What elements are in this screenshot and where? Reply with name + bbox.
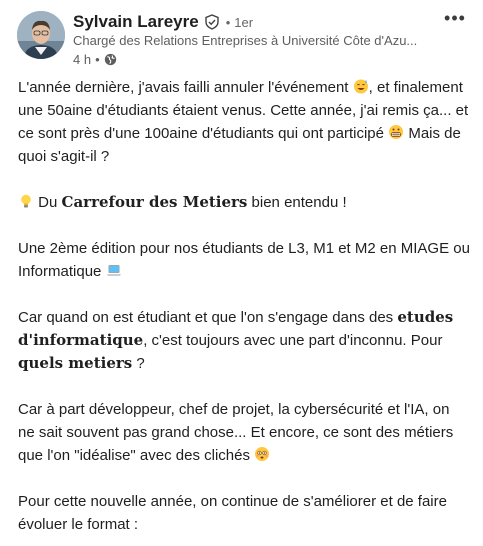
laptop-emoji-icon [106,262,122,278]
more-options-button[interactable] [442,8,468,28]
separator-dot: • [225,14,231,30]
paragraph-6: Pour cette nouvelle année, on continue de s'améliorer et de faire évoluer le format : [18,493,447,533]
post-meta [73,51,117,67]
text-span: Une 2ème édition pour nos étudiants de L3, M1 et M2 en MIAGE ou Informatique [18,240,470,280]
paragraph-2 [18,191,470,214]
author-avatar[interactable] [17,11,65,59]
text-span: Mais de quoi s'agit-il ? [18,125,461,165]
text-span: Du [34,194,62,211]
verified-shield-icon [204,14,220,30]
text-span: Car quand on est étudiant et que l'on s'engage dans des [18,309,398,326]
light-bulb-emoji-icon [18,193,34,209]
author-line [73,11,253,33]
flushed-emoji-icon [254,446,270,462]
bold-text: etudes d'informatique [18,308,454,349]
more-options-icon: ••• [444,7,466,28]
author-name[interactable]: Sylvain Lareyre [73,12,199,31]
paragraph-1 [18,76,470,168]
avatar-photo [17,11,65,59]
author-headline: Chargé des Relations Entreprises à Université Côte d'Azu... [73,33,418,48]
text-span: ? [132,355,145,372]
text-span: , c'est toujours avec une part d'inconnu. Pour [143,332,443,349]
connection-degree: 1er [234,14,254,30]
separator-dot: • [95,51,100,67]
post-body [18,76,470,536]
post-time: 4 h [73,51,92,67]
text-span: Car à part développeur, chef de projet, la cybersécurité et l'IA, on ne sait souvent pas grand chose... Et encore, ce sont des métiers que l'on "idéalise" avec des clichés [18,401,454,464]
post-header [0,0,483,70]
text-span: , et finalement une 50aine d'étudiants étaient venus. Cette année, j'ai remis ça... et ce sont près d'une 100aine d'étudiants qui ont participé [18,79,469,142]
paragraph-5 [18,398,470,467]
globe-icon [104,53,117,66]
paragraph-4 [18,306,470,375]
text-span: L'année dernière, j'avais failli annuler l'événement [18,79,353,96]
text-span: bien entendu ! [247,194,347,211]
bold-text: quels metiers [18,354,133,372]
paragraph-3 [18,237,470,283]
sweat-smile-emoji-icon [353,78,369,94]
bold-text: Carrefour des Metiers [61,193,248,211]
grimacing-emoji-icon [388,124,404,140]
